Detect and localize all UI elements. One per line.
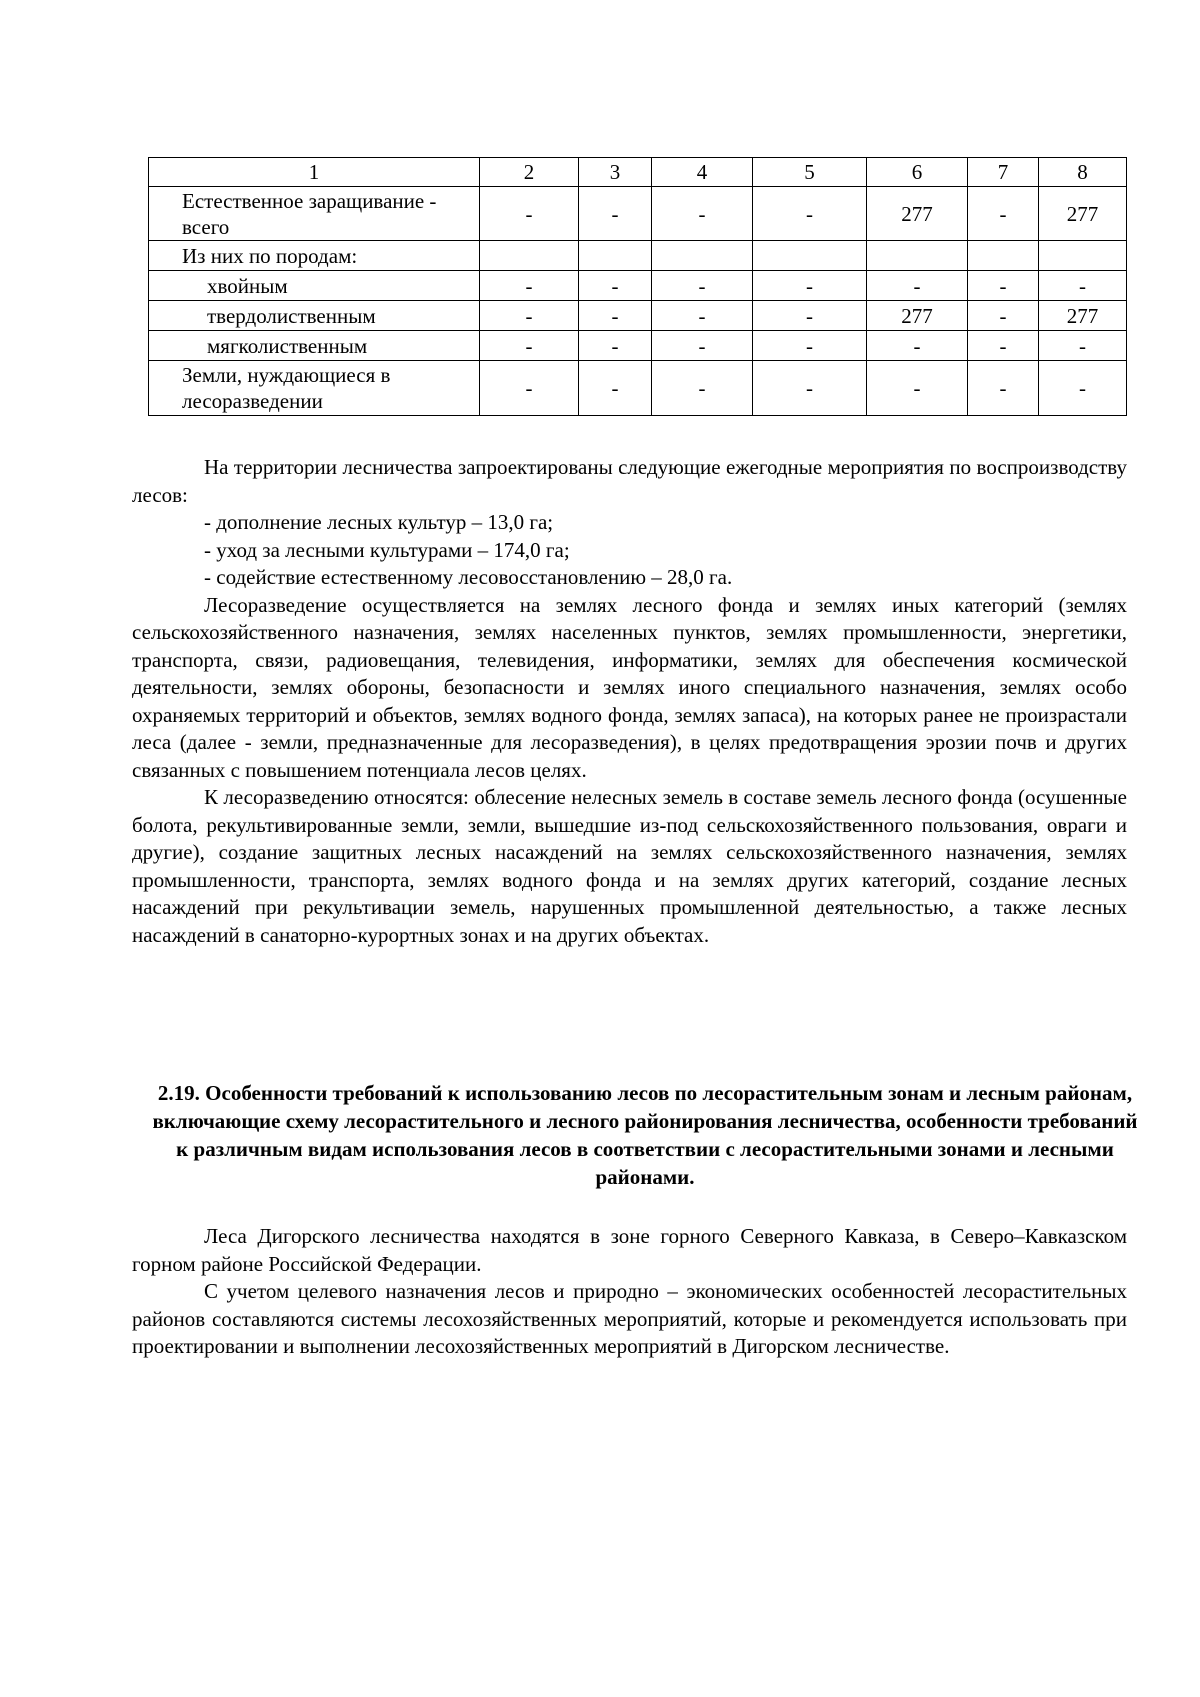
zoning-section <box>132 1223 1127 1361</box>
table-cell: - <box>1039 331 1127 361</box>
intro-paragraph: На территории лесничества запроектированы следующие ежегодные мероприятия по воспроизводству лесов: <box>132 455 1127 507</box>
table-cell <box>1039 241 1127 271</box>
table-cell <box>867 241 968 271</box>
table-cell: - <box>579 331 652 361</box>
table-cell: - <box>753 187 867 241</box>
reproduction-section <box>132 454 1127 949</box>
column-header: 4 <box>652 158 753 187</box>
table-cell: - <box>867 271 968 301</box>
table-cell: - <box>753 271 867 301</box>
table-cell: - <box>480 271 579 301</box>
table-cell: - <box>652 271 753 301</box>
table-row <box>149 301 1127 331</box>
table-cell: - <box>753 331 867 361</box>
list-item: - уход за лесными культурами – 174,0 га; <box>204 537 570 562</box>
column-header: 2 <box>480 158 579 187</box>
table-cell: - <box>753 301 867 331</box>
location-paragraph: Леса Дигорского лесничества находятся в зоне горного Северного Кавказа, в Северо–Кавказском горном районе Российской Федерации. <box>132 1224 1127 1276</box>
table-cell: - <box>1039 271 1127 301</box>
table-cell: - <box>968 331 1039 361</box>
row-label: мягколиственным <box>149 331 480 361</box>
table-cell: - <box>867 361 968 416</box>
table-cell <box>652 241 753 271</box>
table-cell <box>968 241 1039 271</box>
table-cell: - <box>579 301 652 331</box>
table-cell: - <box>652 331 753 361</box>
table-cell: - <box>968 301 1039 331</box>
table-cell: - <box>753 361 867 416</box>
section-heading: 2.19. Особенности требований к использованию лесов по лесорастительным зонам и лесным районам, включающие схему лесорастительного и лесного районирования лесничества, особенности требований к различным видам использования лесов в соответствии с лесорастительными зонами и лесными районами. <box>152 1081 1138 1189</box>
reforestation-table <box>148 157 1127 416</box>
table-cell: - <box>480 361 579 416</box>
afforestation-includes-paragraph: К лесоразведению относятся: облесение нелесных земель в составе земель лесного фонда (осушенные болота, рекультивированные земли, земли, вышедшие из-под сельскохозяйственного пользования, овраги и другие), создание защитных лесных насаждений на землях сельскохозяйственного назначения, землях промышленности, транспорта, землях водного фонда и на землях других категорий, создание лесных насаждений при рекультивации земель, нарушенных промышленной деятельностью, а также лесных насаждений в санаторно-курортных зонах и на других объектах. <box>132 785 1127 947</box>
column-header: 5 <box>753 158 867 187</box>
table-cell <box>579 241 652 271</box>
table-cell: - <box>579 271 652 301</box>
table-cell: 277 <box>1039 187 1127 241</box>
row-label: хвойным <box>149 271 480 301</box>
table-row <box>149 331 1127 361</box>
table-cell: 277 <box>1039 301 1127 331</box>
table-cell: - <box>480 331 579 361</box>
column-header: 1 <box>149 158 480 187</box>
table-cell <box>753 241 867 271</box>
systems-paragraph: С учетом целевого назначения лесов и природно – экономических особенностей лесорастительных районов составляются системы лесохозяйственных мероприятий, которые и рекомендуется использовать при проектировании и выполнении лесохозяйственных мероприятий в Дигорском лесничестве. <box>132 1279 1127 1358</box>
table-cell: - <box>652 301 753 331</box>
table-row <box>149 271 1127 301</box>
table-cell: - <box>867 331 968 361</box>
table-cell: 277 <box>867 301 968 331</box>
column-header: 6 <box>867 158 968 187</box>
table-cell: 277 <box>867 187 968 241</box>
afforestation-paragraph: Лесоразведение осуществляется на землях лесного фонда и землях иных категорий (землях сельскохозяйственного назначения, землях населенных пунктов, землях промышленности, энергетики, транспорта, связи, радиовещания, телевидения, информатики, землях для обеспечения космической деятельности, землях обороны, безопасности и землях иного специального назначения, землях особо охраняемых территорий и объектов, землях водного фонда, землях запаса), на которых ранее не произрастали леса (далее - земли, предназначенные для лесоразведения), в целях предотвращения эрозии почв и других связанных с повышением потенциала лесов целях. <box>132 592 1127 782</box>
table-cell <box>480 241 579 271</box>
list-item: - содействие естественному лесовосстановлению – 28,0 га. <box>204 565 733 589</box>
table-cell: - <box>1039 361 1127 416</box>
table-cell: - <box>480 187 579 241</box>
table-cell: - <box>968 271 1039 301</box>
table-cell: - <box>968 361 1039 416</box>
row-label: Из них по породам: <box>149 241 480 271</box>
table-cell: - <box>652 361 753 416</box>
column-header: 3 <box>579 158 652 187</box>
table-cell: - <box>480 301 579 331</box>
table-cell: - <box>968 187 1039 241</box>
table-cell: - <box>652 187 753 241</box>
table-row <box>149 187 1127 241</box>
table-cell: - <box>579 187 652 241</box>
table-cell: - <box>579 361 652 416</box>
column-header: 8 <box>1039 158 1127 187</box>
row-label: твердолиственным <box>149 301 480 331</box>
row-label: Земли, нуждающиеся в лесоразведении <box>149 361 480 416</box>
table-row <box>149 241 1127 271</box>
column-header: 7 <box>968 158 1039 187</box>
table-row <box>149 361 1127 416</box>
table-header-row <box>149 158 1127 187</box>
row-label: Естественное заращивание - всего <box>149 187 480 241</box>
list-item: - дополнение лесных культур – 13,0 га; <box>204 510 554 534</box>
